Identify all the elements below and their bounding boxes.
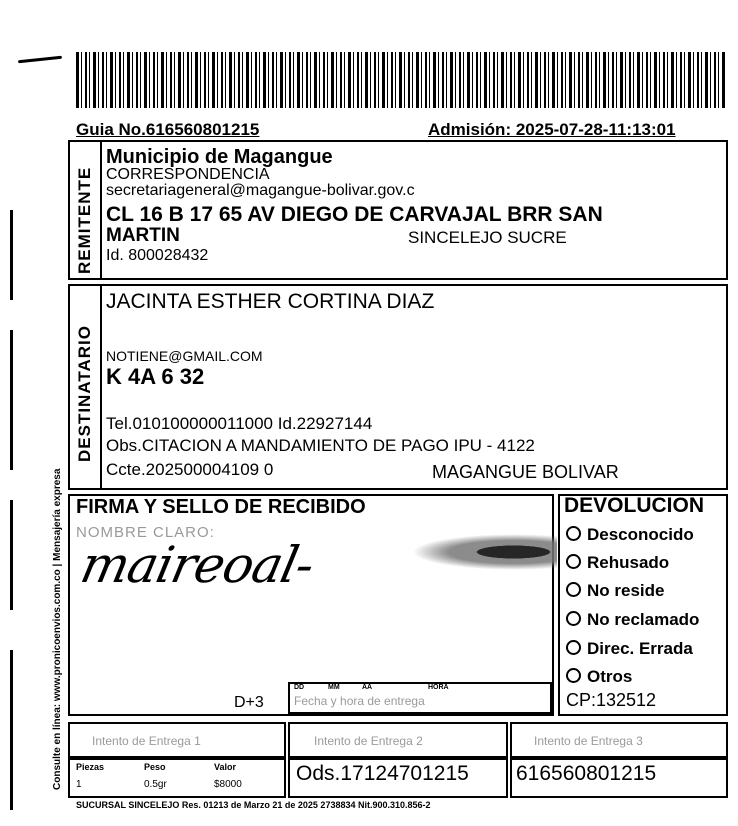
receipt-title: FIRMA Y SELLO DE RECIBIDO	[76, 496, 366, 518]
date-col-dd: DD	[294, 684, 305, 691]
divider	[100, 284, 102, 490]
option-label: No reside	[587, 581, 665, 600]
recipient-name: JACINTA ESTHER CORTINA DIAZ	[106, 290, 435, 313]
sender-id: Id. 800028432	[106, 247, 209, 264]
return-option-otros[interactable]	[566, 667, 632, 687]
ods-number: Ods.17124701215	[296, 762, 469, 785]
package-header-weight: Peso	[144, 762, 166, 772]
radio-icon	[566, 554, 581, 569]
recipient-observations: Obs.CITACION A MANDAMIENTO DE PAGO IPU - 4122	[106, 436, 535, 455]
date-col-hora: HORA	[428, 684, 449, 691]
side-website-text: Consulte en línea: www.pronicoenvios.com.co | Mensajería expresa	[52, 468, 63, 790]
option-label: Otros	[587, 667, 633, 686]
tracking-number: 616560801215	[516, 762, 657, 785]
radio-icon	[566, 526, 581, 541]
radio-icon	[566, 611, 581, 626]
stamp-smudge	[412, 534, 557, 570]
delivery-attempt-label: Intento de Entrega 2	[314, 734, 423, 748]
margin-mark	[18, 56, 62, 64]
days-label: D+3	[234, 694, 264, 711]
recipient-phone-id: Tel.010100000011000 Id.22927144	[106, 414, 373, 433]
recipient-address: K 4A 6 32	[106, 364, 205, 389]
margin-mark	[10, 210, 13, 300]
recipient-email: NOTIENE@GMAIL.COM	[106, 348, 263, 364]
option-label: Rehusado	[587, 553, 670, 572]
radio-icon	[566, 668, 581, 683]
option-label: Direc. Errada	[587, 639, 693, 658]
return-option-no-reclamado[interactable]	[566, 610, 699, 630]
package-header-value: Valor	[214, 762, 237, 772]
return-option-direc-errada[interactable]	[566, 639, 693, 659]
return-option-rehusado[interactable]	[566, 553, 669, 573]
margin-mark	[10, 650, 13, 810]
recipient-city: MAGANGUE BOLIVAR	[432, 462, 619, 482]
signature: maireoal-	[75, 536, 319, 594]
margin-mark	[10, 500, 13, 610]
date-col-mm: MM	[328, 684, 340, 691]
recipient-cte: Ccte.202500004109 0	[106, 460, 274, 479]
sender-address-line2: MARTIN	[106, 225, 180, 246]
sender-city: SINCELEJO SUCRE	[408, 228, 567, 247]
recipient-section-label: DESTINATARIO	[75, 325, 94, 462]
postal-code: CP:132512	[566, 690, 657, 710]
sender-email: secretariageneral@magangue-bolivar.gov.c	[106, 182, 415, 199]
sender-address-line1: CL 16 B 17 65 AV DIEGO DE CARVAJAL BRR SAN	[106, 203, 603, 226]
sender-name: Municipio de Magangue	[106, 146, 333, 168]
return-option-no-reside[interactable]	[566, 581, 664, 601]
return-option-desconocido[interactable]	[566, 525, 694, 545]
name-label: NOMBRE CLARO:	[76, 524, 215, 541]
option-label: No reclamado	[587, 610, 700, 629]
option-label: Desconocido	[587, 525, 694, 544]
sender-section-label: REMITENTE	[75, 166, 94, 274]
margin-mark	[10, 330, 13, 470]
delivery-attempt-label: Intento de Entrega 1	[92, 734, 201, 748]
package-pieces: 1	[76, 779, 82, 790]
return-title: DEVOLUCION	[564, 494, 705, 517]
footer-text: SUCURSAL SINCELEJO Res. 01213 de Marzo 21 de 2025 2738834 Nit.900.310.856-2	[76, 800, 431, 810]
delivery-attempt-label: Intento de Entrega 3	[534, 734, 643, 748]
package-header-pieces: Piezas	[76, 762, 105, 772]
admission-datetime: Admisión: 2025-07-28-11:13:01	[428, 120, 676, 139]
guide-number: Guia No.616560801215	[76, 120, 260, 139]
divider	[100, 140, 102, 280]
date-col-aa: AA	[362, 684, 373, 691]
barcode	[76, 52, 726, 108]
sender-department: CORRESPONDENCIA	[106, 166, 270, 183]
radio-icon	[566, 640, 581, 655]
package-weight: 0.5gr	[144, 779, 167, 790]
radio-icon	[566, 582, 581, 597]
date-field-label: Fecha y hora de entrega	[294, 694, 425, 708]
package-value: $8000	[214, 779, 242, 790]
